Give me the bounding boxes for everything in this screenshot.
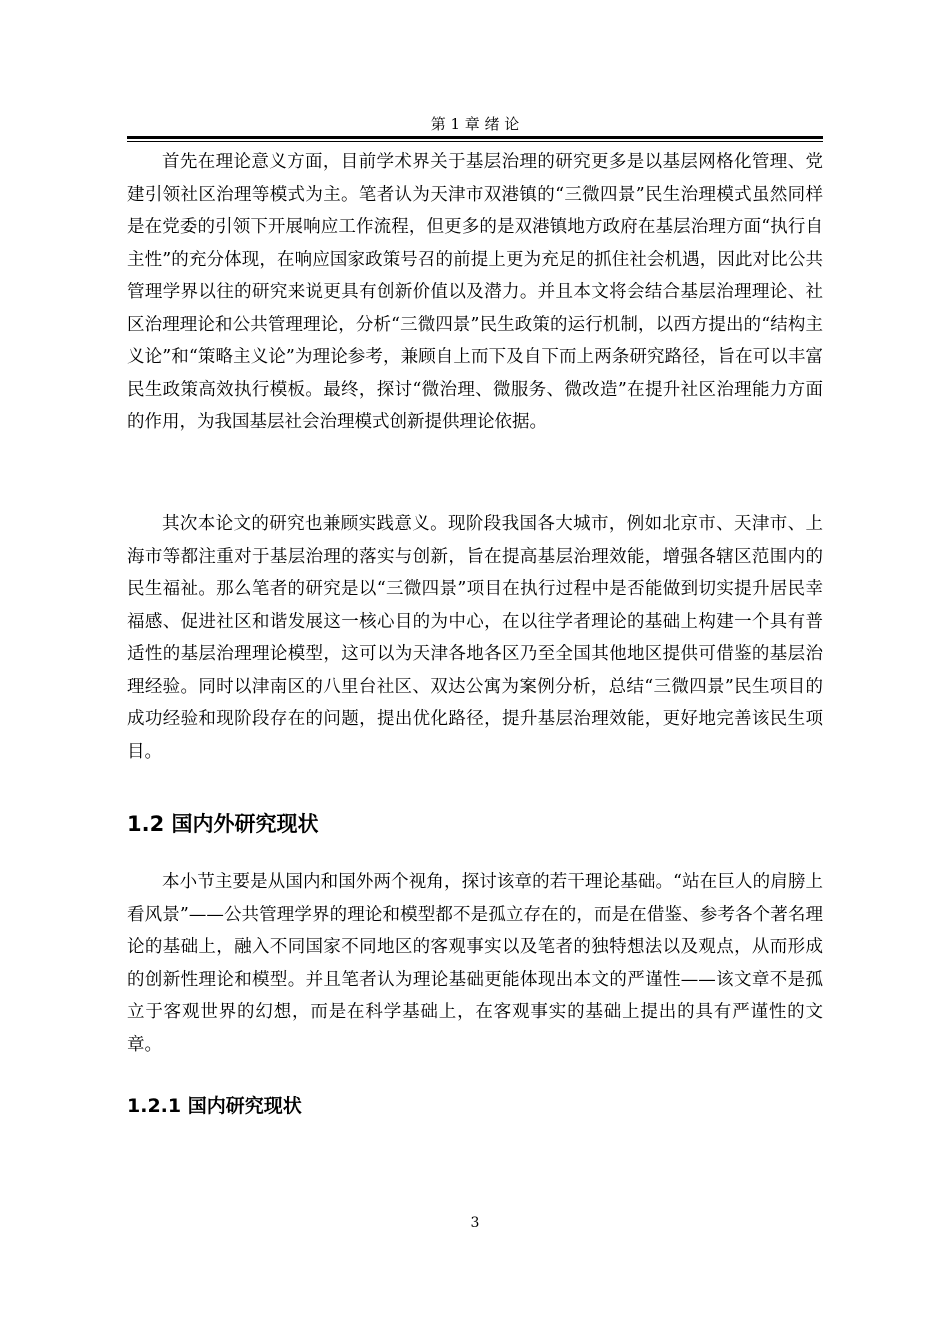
header-rule-thick [127, 136, 823, 139]
header-rule-thin [127, 141, 823, 142]
paragraph-research-overview: 本小节主要是从国内和国外两个视角，探讨该章的若干理论基础。“站在巨人的肩膀上看风景”——公共管理学界的理论和模型都不是孤立存在的，而是在借鉴、参考各个著名理论的基础上，融入不同国家不同地区的客观事实以及笔者的独特想法以及观点，从而形成的创新性理论和模型。并且笔者认为理论基础更能体现出本文的严谨性——该文章不是孤立于客观世界的幻想，而是在科学基础上，在客观事实的基础上提出的具有严谨性的文章。 [127, 872, 823, 1055]
paragraph-theoretical-significance: 首先在理论意义方面，目前学术界关于基层治理的研究更多是以基层网格化管理、党建引领社区治理等模式为主。笔者认为天津市双港镇的“三微四景”民生治理模式虽然同样是在党委的引领下开展响应工作流程，但更多的是双港镇地方政府在基层治理方面“执行自主性”的充分体现，在响应国家政策号召的前提上更为充足的抓住社会机遇，因此对比公共管理学界以往的研究来说更具有创新价值以及潜力。并且本文将会结合基层治理理论、社区治理理论和公共管理理论，分析“三微四景”民生政策的运行机制，以西方提出的“结构主义论”和“策略主义论”为理论参考，兼顾自上而下及自下而上两条研究路径，旨在可以丰富民生政策高效执行模板。最终，探讨“微治理、微服务、微改造”在提升社区治理能力方面的作用，为我国基层社会治理模式创新提供理论依据。 [127, 152, 823, 432]
subsection-heading: 1.2.1 国内研究现状 [127, 1095, 302, 1117]
section-heading: 1.2 国内外研究现状 [127, 812, 319, 836]
paragraph-practical-significance: 其次本论文的研究也兼顾实践意义。现阶段我国各大城市，例如北京市、天津市、上海市等都注重对于基层治理的落实与创新，旨在提高基层治理效能，增强各辖区范围内的民生福祉。那么笔者的研究是以“三微四景”项目在执行过程中是否能做到切实提升居民幸福感、促进社区和谐发展这一核心目的为中心，在以往学者理论的基础上构建一个具有普适性的基层治理理论模型，这可以为天津各地各区乃至全国其他地区提供可借鉴的基层治理经验。同时以津南区的八里台社区、双达公寓为案例分析，总结“三微四景”民生项目的成功经验和现阶段存在的问题，提出优化路径，提升基层治理效能，更好地完善该民生项目。 [127, 514, 823, 762]
running-header: 第 1 章 绪 论 [430, 115, 520, 133]
page-number: 3 [470, 1215, 480, 1231]
